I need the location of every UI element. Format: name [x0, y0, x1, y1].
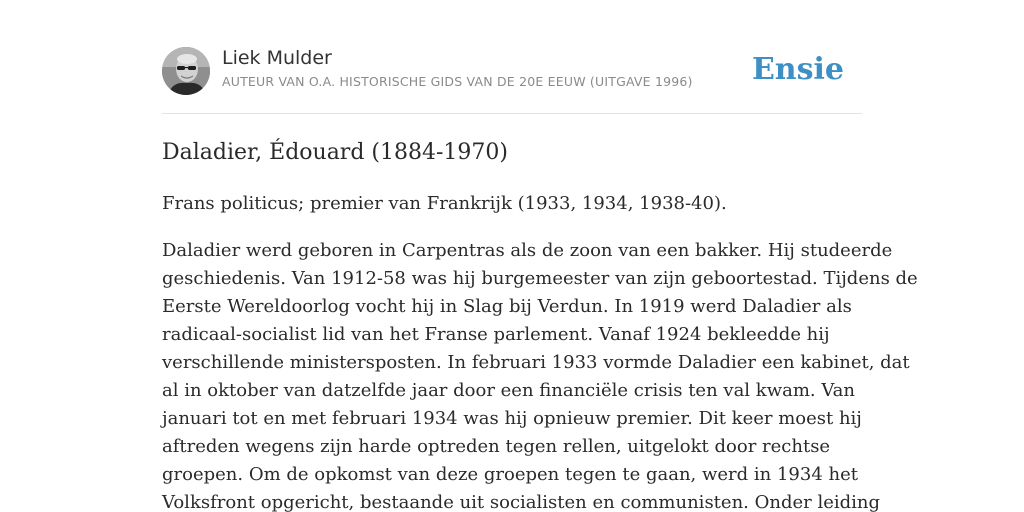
author-header: [162, 46, 862, 96]
article-body: [162, 237, 918, 512]
article-body-line: groepen. Om de opkomst van deze groepen tegen te gaan, werd in 1934 het: [162, 464, 858, 485]
article-body-line: geschiedenis. Van 1912-58 was hij burgemeester van zijn geboortestad. Tijdens de: [162, 268, 918, 289]
author-name[interactable]: Liek Mulder: [222, 47, 332, 69]
article-body-line: Daladier werd geboren in Carpentras als de zoon van een bakker. Hij studeerde: [162, 240, 893, 261]
article-body-line: al in oktober van datzelfde jaar door een financiële crisis ten val kwam. Van: [162, 380, 856, 401]
author-avatar[interactable]: [162, 47, 210, 95]
article-body-line: aftreden wegens zijn harde optreden tegen rellen, uitgelokt door rechtse: [162, 436, 831, 457]
article-body-line: Eerste Wereldoorlog vocht hij in Slag bij Verdun. In 1919 werd Daladier als: [162, 296, 852, 317]
author-description: AUTEUR VAN O.A. HISTORISCHE GIDS VAN DE 20E EEUW (UITGAVE 1996): [222, 74, 693, 89]
article-title: Daladier, Édouard (1884-1970): [162, 140, 508, 165]
header-divider: [162, 113, 862, 114]
ensie-logo[interactable]: Ensie: [751, 52, 844, 87]
author-avatar-image: [162, 47, 210, 95]
article-body-line: Volksfront opgericht, bestaande uit socialisten en communisten. Onder leiding: [162, 492, 881, 512]
article-lead: Frans politicus; premier van Frankrijk (1933, 1934, 1938-40).: [162, 193, 727, 214]
article-body-line: radicaal-socialist lid van het Franse parlement. Vanaf 1924 bekleedde hij: [162, 324, 830, 345]
article-body-line: verschillende ministersposten. In februari 1933 vormde Daladier een kabinet, dat: [162, 352, 910, 373]
article-body-line: januari tot en met februari 1934 was hij opnieuw premier. Dit keer moest hij: [162, 408, 862, 429]
